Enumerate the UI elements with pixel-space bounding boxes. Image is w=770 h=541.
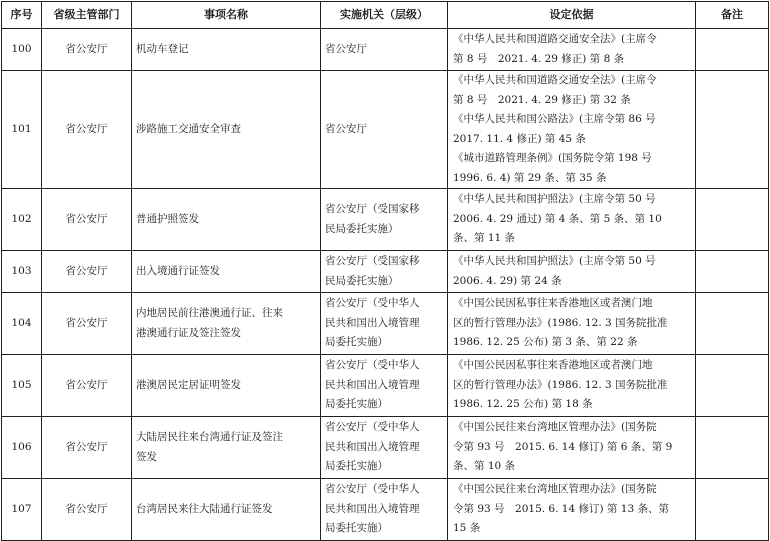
cell-line: 民共和国出入境管理 — [325, 440, 420, 453]
cell-line: 区的暂行管理办法》(1986. 12. 3 国务院批准 — [453, 316, 668, 329]
cell-legal-basis — [448, 71, 696, 189]
cell-remark — [696, 355, 769, 417]
cell-department — [42, 417, 132, 479]
cell-serial-number — [2, 417, 42, 479]
header-remark: 备注 — [696, 2, 769, 29]
cell-item-name — [132, 417, 321, 479]
cell-line: 令第 93 号 2015. 6. 14 修订) 第 6 条、第 9 — [453, 440, 673, 453]
cell-text: 105 — [11, 378, 32, 391]
cell-legal-basis — [448, 293, 696, 355]
cell-line: 《中华人民共和国护照法》(主席令第 50 号 — [453, 193, 656, 206]
cell-department — [42, 71, 132, 189]
cell-line: 《中华人民共和国公路法》(主席令第 86 号 — [453, 113, 656, 125]
cell-serial-number — [2, 29, 42, 71]
cell-remark — [696, 417, 769, 479]
cell-remark — [696, 293, 769, 355]
table-row — [2, 293, 769, 355]
cell-text: 103 — [11, 264, 32, 277]
cell-line: 省公安厅（受国家移 — [325, 255, 420, 267]
cell-serial-number — [2, 293, 42, 355]
cell-text: 100 — [11, 42, 32, 55]
cell-line: 民局委托实施） — [325, 222, 399, 235]
cell-department — [42, 189, 132, 251]
cell-line: 省公安厅（受中华人 — [325, 297, 420, 310]
table-body — [2, 29, 769, 541]
table-row — [2, 417, 769, 479]
cell-item-name — [132, 355, 321, 417]
cell-remark — [696, 479, 769, 541]
cell-legal-basis — [448, 479, 696, 541]
cell-text: 省公安厅 — [65, 212, 108, 225]
cell-department — [42, 479, 132, 541]
cell-line: 《中国公民因私事往来香港地区或者澳门地 — [453, 359, 653, 372]
cell-line: 令第 93 号 2015. 6. 14 修订) 第 13 条、第 — [453, 502, 669, 515]
cell-agency — [321, 355, 448, 417]
cell-line: 民共和国出入境管理 — [325, 316, 420, 329]
cell-remark — [696, 251, 769, 293]
cell-agency — [321, 189, 448, 251]
cell-serial-number — [2, 355, 42, 417]
table-row — [2, 251, 769, 293]
cell-line: 2017. 11. 4 修正) 第 45 条 — [453, 132, 586, 145]
cell-agency — [321, 417, 448, 479]
cell-line: 机动车登记 — [136, 42, 189, 55]
cell-line: 民共和国出入境管理 — [325, 502, 420, 515]
cell-line: 《中华人民共和国道路交通安全法》(主席令 — [453, 33, 657, 45]
cell-remark — [696, 71, 769, 189]
cell-line: 局委托实施） — [325, 398, 388, 411]
table-row — [2, 71, 769, 189]
cell-line: 《中国公民往来台湾地区管理办法》(国务院 — [453, 421, 657, 434]
cell-line: 《城市道路管理条例》(国务院令第 198 号 — [453, 152, 652, 164]
cell-line: 内地居民前往港澳通行证、往来 — [136, 307, 283, 319]
cell-line: 2006. 4. 29) 第 24 条 — [453, 274, 562, 287]
cell-line: 1996. 6. 4) 第 29 条、第 35 条 — [453, 171, 607, 184]
cell-line: 省公安厅（受中华人 — [325, 359, 420, 372]
cell-department — [42, 29, 132, 71]
cell-line: 省公安厅（受中华人 — [325, 483, 420, 496]
cell-item-name — [132, 189, 321, 251]
cell-agency — [321, 479, 448, 541]
header-serial-number: 序号 — [2, 2, 42, 29]
cell-text: 省公安厅 — [65, 42, 108, 55]
cell-text: 省公安厅 — [65, 264, 108, 277]
cell-legal-basis — [448, 251, 696, 293]
cell-serial-number — [2, 479, 42, 541]
cell-item-name — [132, 293, 321, 355]
cell-line: 2006. 4. 29 通过) 第 4 条、第 5 条、第 10 — [453, 212, 662, 225]
cell-serial-number — [2, 251, 42, 293]
cell-legal-basis — [448, 189, 696, 251]
cell-serial-number — [2, 189, 42, 251]
cell-text: 107 — [11, 502, 32, 515]
cell-line: 第 8 号 2021. 4. 29 修正) 第 32 条 — [453, 93, 631, 106]
cell-text: 省公安厅 — [65, 440, 108, 453]
cell-item-name — [132, 29, 321, 71]
cell-department — [42, 293, 132, 355]
header-row — [2, 2, 769, 29]
matters-table — [1, 1, 769, 541]
cell-department — [42, 355, 132, 417]
cell-remark — [696, 189, 769, 251]
cell-line: 1986. 12. 25 公布) 第 3 条、第 22 条 — [453, 336, 638, 349]
table-header — [2, 2, 769, 29]
cell-line: 签发 — [136, 450, 157, 463]
cell-legal-basis — [448, 29, 696, 71]
cell-line: 第 8 号 2021. 4. 29 修正) 第 8 条 — [453, 52, 625, 65]
cell-line: 15 条 — [453, 522, 481, 535]
cell-line: 普通护照签发 — [136, 212, 199, 225]
cell-agency — [321, 251, 448, 293]
cell-line: 台湾居民来往大陆通行证签发 — [136, 502, 273, 515]
table-row — [2, 355, 769, 417]
cell-line: 条、第 11 条 — [453, 232, 516, 245]
cell-line: 《中华人民共和国道路交通安全法》(主席令 — [453, 74, 657, 86]
cell-remark — [696, 29, 769, 71]
cell-item-name — [132, 71, 321, 189]
cell-item-name — [132, 479, 321, 541]
header-legal-basis: 设定依据 — [448, 2, 696, 29]
cell-line: 省公安厅（受中华人 — [325, 421, 420, 434]
cell-line: 省公安厅 — [325, 122, 367, 135]
cell-line: 《中华人民共和国护照法》(主席令第 50 号 — [453, 255, 656, 267]
cell-line: 涉路施工交通安全审查 — [136, 122, 241, 135]
cell-agency — [321, 71, 448, 189]
cell-legal-basis — [448, 355, 696, 417]
cell-line: 区的暂行管理办法》(1986. 12. 3 国务院批准 — [453, 378, 668, 391]
cell-agency — [321, 293, 448, 355]
cell-line: 港澳通行证及签注签发 — [136, 326, 241, 339]
cell-line: 条、第 10 条 — [453, 460, 516, 473]
cell-line: 省公安厅 — [325, 42, 367, 55]
cell-text: 104 — [11, 316, 32, 329]
cell-text: 省公安厅 — [65, 502, 108, 515]
cell-department — [42, 251, 132, 293]
cell-text: 102 — [11, 212, 32, 225]
header-agency: 实施机关（层级） — [321, 2, 448, 29]
cell-line: 局委托实施） — [325, 460, 388, 473]
cell-line: 1986. 12. 25 公布) 第 18 条 — [453, 398, 593, 411]
table-row — [2, 479, 769, 541]
cell-text: 省公安厅 — [65, 378, 108, 391]
cell-line: 局委托实施） — [325, 522, 388, 535]
cell-legal-basis — [448, 417, 696, 479]
cell-text: 106 — [11, 440, 32, 453]
header-department: 省级主管部门 — [42, 2, 132, 29]
table-row — [2, 29, 769, 71]
cell-line: 《中国公民因私事往来香港地区或者澳门地 — [453, 297, 653, 310]
cell-agency — [321, 29, 448, 71]
cell-text: 101 — [11, 122, 32, 135]
table-row — [2, 189, 769, 251]
cell-text: 省公安厅 — [65, 316, 108, 329]
cell-line: 大陆居民往来台湾通行证及签注 — [136, 431, 283, 443]
cell-serial-number — [2, 71, 42, 189]
cell-line: 民局委托实施） — [325, 274, 399, 287]
cell-line: 省公安厅（受国家移 — [325, 203, 420, 215]
cell-line: 出入境通行证签发 — [136, 264, 220, 277]
cell-line: 港澳居民定居证明签发 — [136, 378, 241, 391]
cell-line: 《中国公民往来台湾地区管理办法》(国务院 — [453, 483, 657, 496]
cell-text: 省公安厅 — [65, 122, 108, 135]
header-item-name: 事项名称 — [132, 2, 321, 29]
cell-line: 局委托实施） — [325, 336, 388, 349]
cell-line: 民共和国出入境管理 — [325, 378, 420, 391]
cell-item-name — [132, 251, 321, 293]
